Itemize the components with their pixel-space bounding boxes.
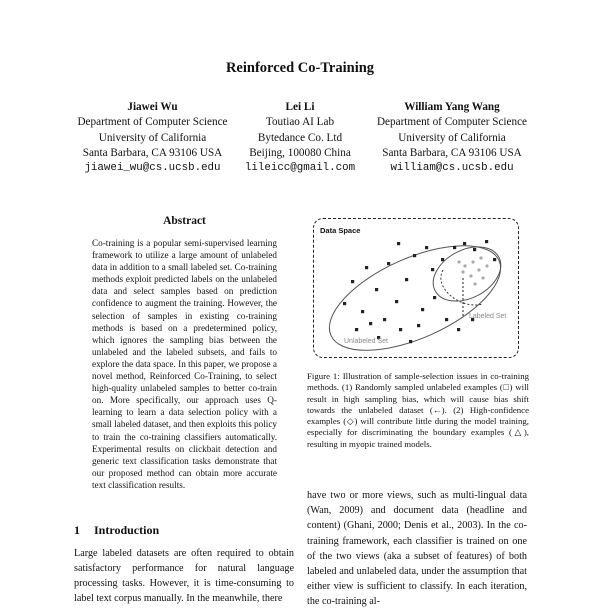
sample-marker xyxy=(351,280,354,283)
sample-marker xyxy=(445,318,448,321)
sample-marker xyxy=(395,300,398,303)
author-email: william@cs.ucsb.edu xyxy=(390,162,514,175)
sample-marker xyxy=(361,310,364,313)
labeled-marker xyxy=(477,268,480,271)
figure-caption: Figure 1: Illustration of sample-selection issues in co-training methods. (1) Randomly sampled unlabeled examples (□) will result in high sampling bias, which will cause bias shift towards the unlabeled dataset (←). (2) High-confidence examples (◇) will contribute little during the model training, especially for discriminating the boundary examples (△), resulting in myopic trained models. xyxy=(307,371,529,449)
author-block-2 xyxy=(240,100,360,176)
sample-marker xyxy=(387,262,390,265)
labeled-marker xyxy=(461,270,464,273)
sample-marker xyxy=(421,308,424,311)
sample-marker xyxy=(409,340,412,343)
author-address: Santa Barbara, CA 93106 USA xyxy=(82,146,223,159)
labeled-marker xyxy=(485,264,488,267)
section-title: Introduction xyxy=(94,523,160,537)
sample-marker xyxy=(441,258,444,261)
sample-marker xyxy=(355,328,358,331)
sample-marker xyxy=(397,242,400,245)
right-column-paragraph: have two or more views, such as multi-lingual data (Wan, 2009) and document data (headline and content) (Ghani, 2000; Denis et al., 2003). In the co-training framework, each classifier is trained on one of the two views (aka a subset of features) of both labeled and unlabeled data, under the assumption that either view is sufficient to classify. In each iteration, the co-training al- xyxy=(307,490,527,608)
author-address: Santa Barbara, CA 93106 USA xyxy=(382,146,522,159)
sample-marker xyxy=(463,242,466,245)
author-dept: Toutiao AI Lab xyxy=(265,116,335,129)
sample-marker xyxy=(431,268,434,271)
figure-label-labeled-set: Labeled Set xyxy=(469,313,507,320)
author-dept: Department of Computer Science xyxy=(77,116,228,129)
author-block-3 xyxy=(368,100,536,176)
labeled-marker xyxy=(471,260,474,263)
sample-marker xyxy=(417,324,420,327)
sample-marker xyxy=(493,258,496,261)
sample-marker xyxy=(369,322,372,325)
sample-marker xyxy=(433,296,436,299)
sample-marker xyxy=(365,266,368,269)
sample-marker xyxy=(425,246,428,249)
author-org: Bytedance Co. Ltd xyxy=(257,131,343,144)
sample-marker xyxy=(473,248,476,251)
sample-marker xyxy=(343,302,346,305)
figure-label-data-space: Data Space xyxy=(320,226,361,235)
labeled-set-ellipse xyxy=(424,236,510,312)
labeled-marker xyxy=(481,276,484,279)
figure-label-unlabeled-set: Unlabeled Set xyxy=(344,338,388,345)
author-email: jiawei_wu@cs.ucsb.edu xyxy=(84,162,221,175)
author-org: University of California xyxy=(398,131,506,144)
author-email: lileicc@gmail.com xyxy=(244,162,356,175)
labeled-marker xyxy=(463,264,466,267)
abstract-text: Co-training is a popular semi-supervised learning framework to utilize a large amount of unlabeled data in addition to a small labeled set. Co-training methods exploit predicted labels on the unlabeled data and select samples based on prediction confidence to augment the training. However, the selection of samples in existing co-training methods is based on a predetermined policy, which ignores the sampling bias between the unlabeled and the labeled subsets, and fails to explore the data space. In this paper, we propose a novel method, Reinforced Co-Training, to select high-quality unlabeled samples to better co-train on. More specifically, our approach uses Q-learning to learn a data selection policy with a small labeled dataset, and then exploits this policy to train the co-training classifiers automatically. Experimental results on clickbait detection and generic text classification tasks demonstrate that our proposed method can obtain more accurate text classification results. xyxy=(92,238,277,490)
section-heading xyxy=(74,523,159,538)
sample-marker xyxy=(485,240,488,243)
author-name: William Yang Wang xyxy=(404,101,500,113)
labeled-samples xyxy=(457,256,488,285)
author-name: Lei Li xyxy=(285,101,315,113)
author-dept: Department of Computer Science xyxy=(376,116,528,129)
unlabeled-samples xyxy=(343,240,496,343)
sample-marker xyxy=(413,254,416,257)
sample-marker xyxy=(457,328,460,331)
author-address: Beijing, 100080 China xyxy=(249,146,351,159)
labeled-marker xyxy=(457,260,460,263)
author-name: Jiawei Wu xyxy=(127,101,178,113)
labeled-marker xyxy=(473,282,476,285)
sample-marker xyxy=(383,318,386,321)
labeled-marker xyxy=(469,274,472,277)
labeled-marker xyxy=(479,256,482,259)
sample-marker xyxy=(453,246,456,249)
section-number: 1 xyxy=(74,523,80,537)
abstract-heading: Abstract xyxy=(163,215,206,227)
sample-marker xyxy=(399,328,402,331)
author-org: University of California xyxy=(98,131,207,144)
author-block-1 xyxy=(70,100,235,176)
sample-marker xyxy=(375,288,378,291)
paper-title: Reinforced Co-Training xyxy=(225,60,375,76)
sample-marker xyxy=(405,278,408,281)
intro-paragraph: Large labeled datasets are often required to obtain satisfactory performance for natural language processing tasks. However, it is time-consuming to label text corpus manually. In the meanwhile, there xyxy=(74,548,294,605)
figure-diagram xyxy=(313,218,519,358)
